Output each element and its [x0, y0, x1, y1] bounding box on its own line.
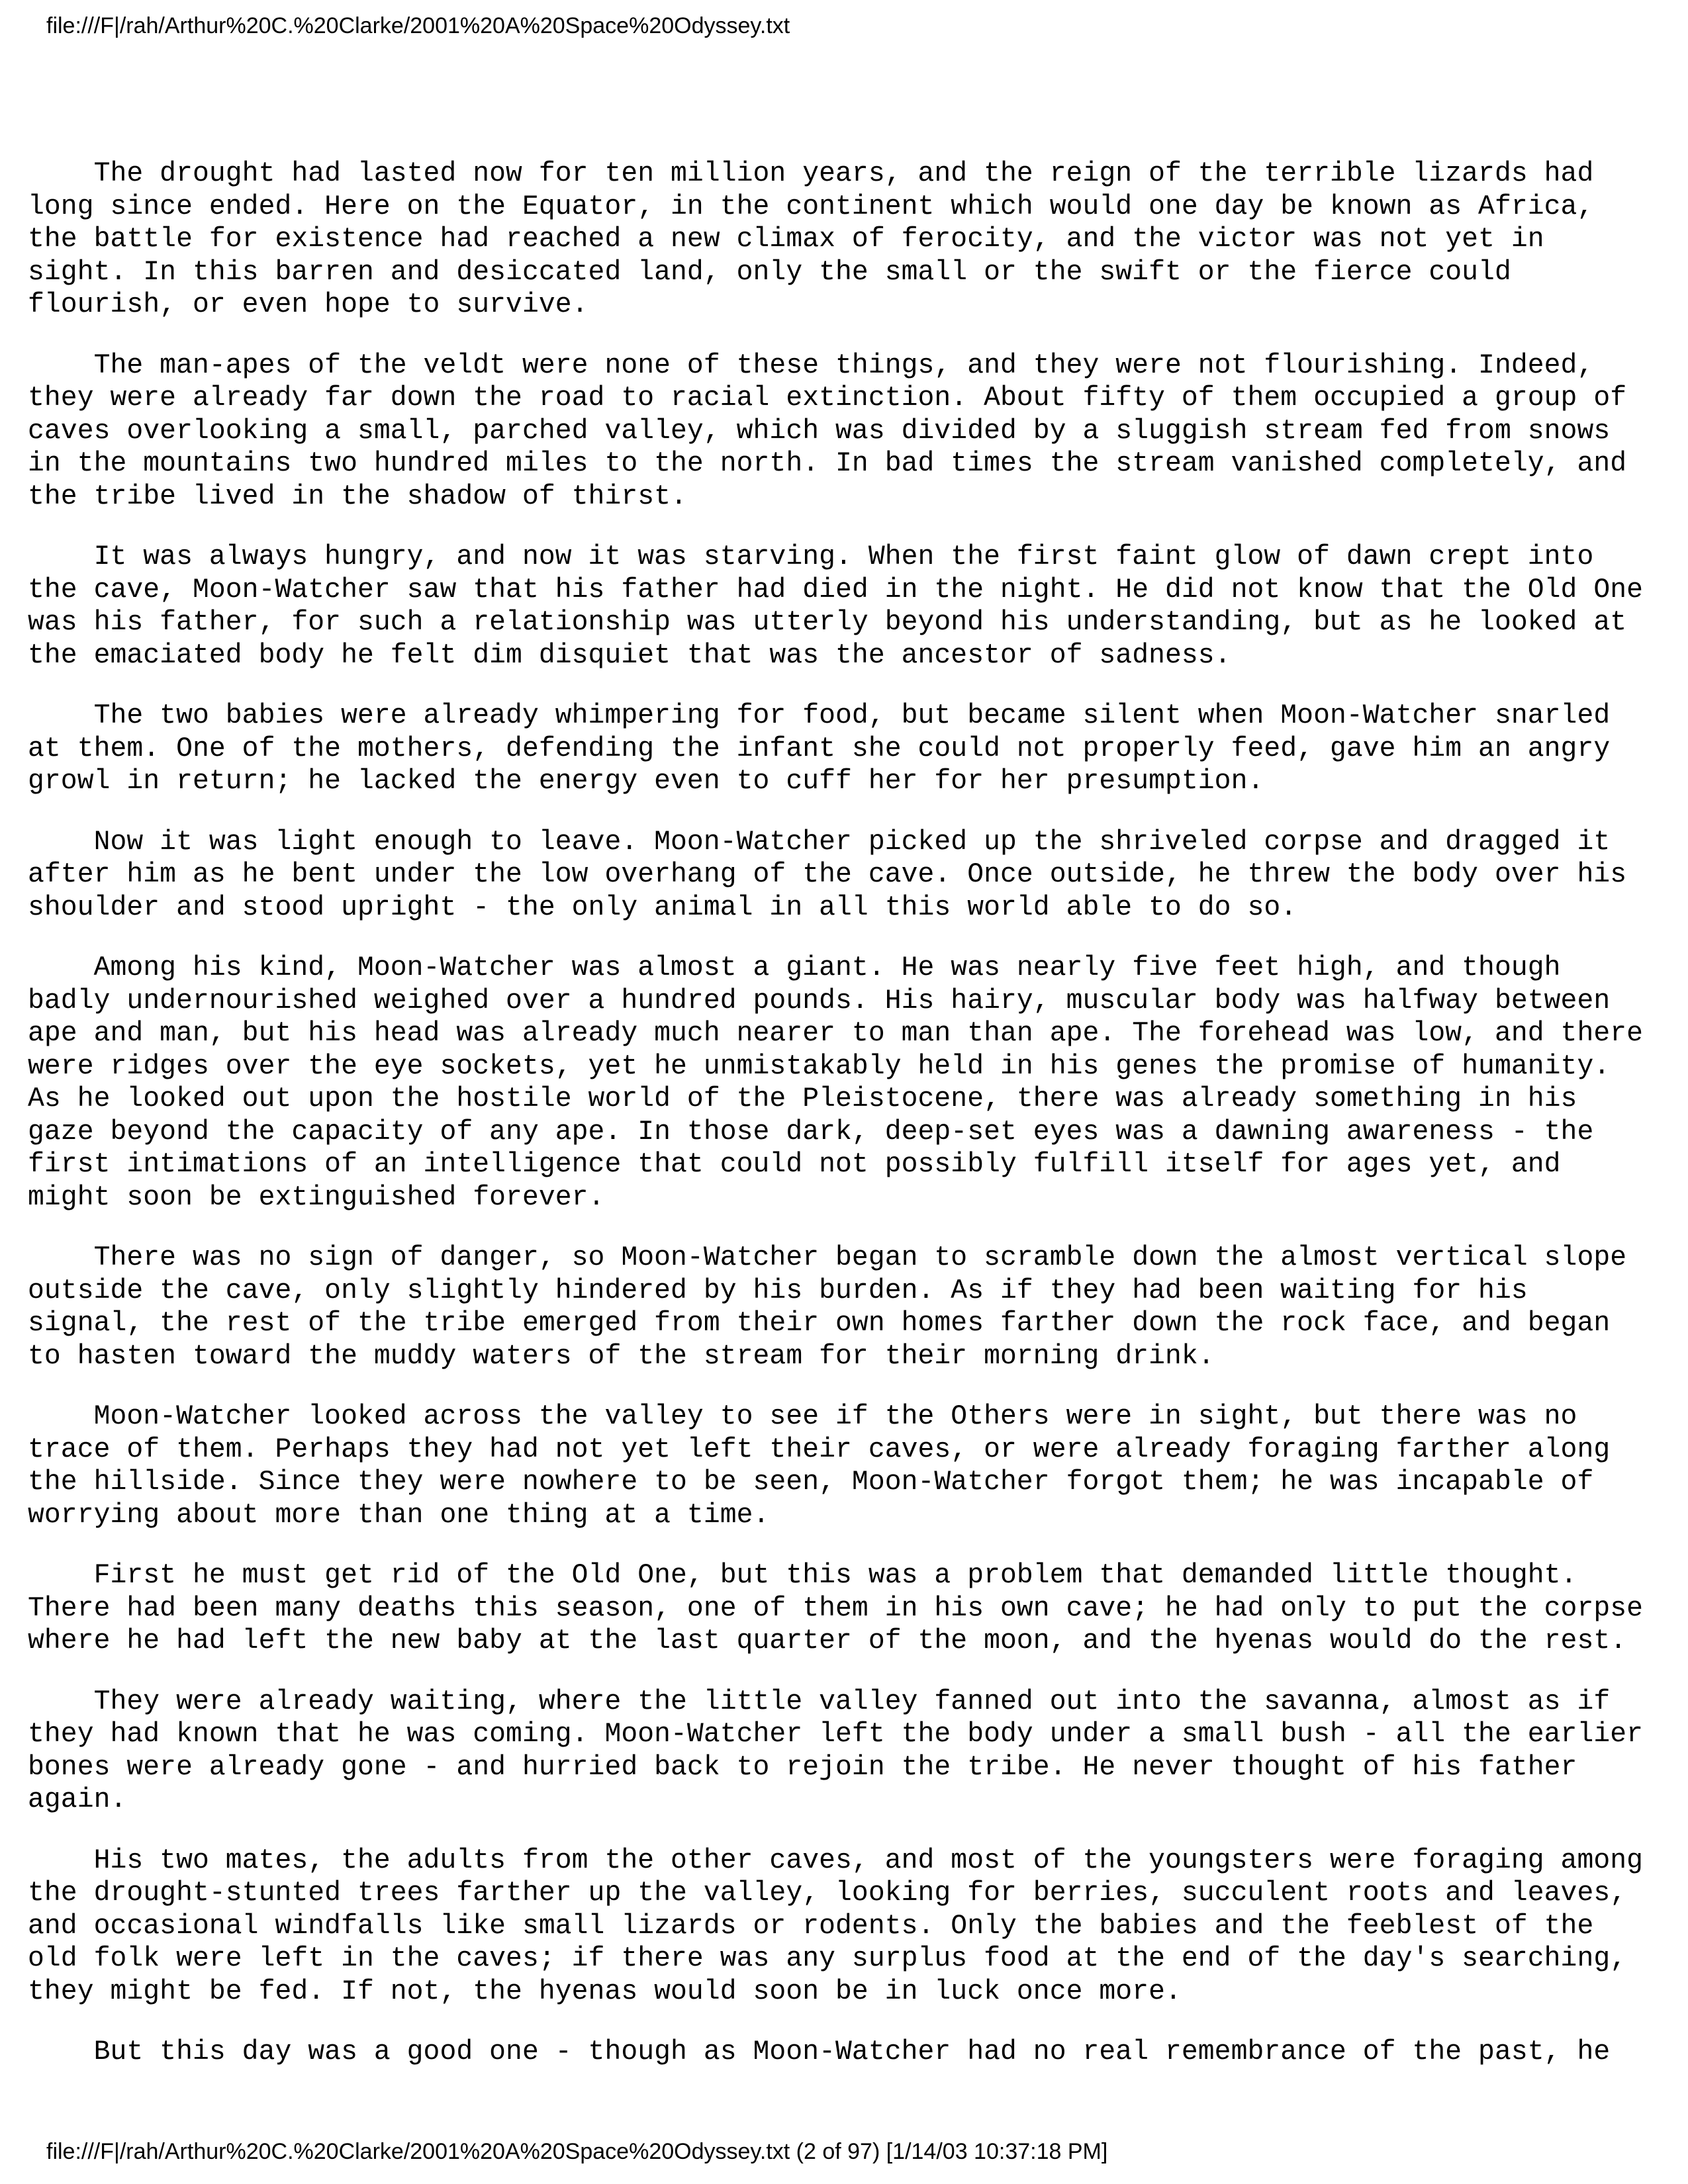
print-footer: file:///F|/rah/Arthur%20C.%20Clarke/2001%20A%20Space%20Odyssey.txt (2 of 97) [1/14/03 10:37:18 PM]	[46, 2139, 1108, 2164]
paragraph: Among his kind, Moon-Watcher was almost a giant. He was nearly five feet high, and though badly undernourished weighed over a hundred pounds. His hairy, muscular body was halfway between ape and man, but his head was already much nearer to man than ape. The forehead was low, and there were ridges over the eye sockets, yet he unmistakably held in his genes the promise of humanity. As he looked out upon the hostile world of the Pleistocene, there was already something in his gaze beyond the capacity of any ape. In those dark, deep-set eyes was a dawning awareness - the first intimations of an intelligence that could not possibly fulfill itself for ages yet, and might soon be extinguished forever.	[28, 953, 1644, 1213]
paragraph: The drought had lasted now for ten million years, and the reign of the terrible lizards had long since ended. Here on the Equator, in the continent which would one day be known as Africa, the battle for existence had reached a new climax of ferocity, and the victor was not yet in sight. In this barren and desiccated land, only the small or the swift or the fierce could flourish, or even hope to survive.	[28, 159, 1594, 320]
paragraph: They were already waiting, where the little valley fanned out into the savanna, almost as if they had known that he was coming. Moon-Watcher left the body under a small bush - all the earlier bones were already gone - and hurried back to rejoin the tribe. He never thought of his father again.	[28, 1686, 1644, 1815]
paragraph: The two babies were already whimpering for food, but became silent when Moon-Watcher snarled at them. One of the mothers, defending the infant she could not properly feed, gave him an angry growl in return; he lacked the energy even to cuff her for her presumption.	[28, 701, 1611, 797]
paragraph: But this day was a good one - though as Moon-Watcher had no real remembrance of the past, he	[28, 2037, 1611, 2068]
paragraph: Moon-Watcher looked across the valley to see if the Others were in sight, but there was no trace of them. Perhaps they had not yet left their caves, or were already foraging farther along the hillside. Since they were nowhere to be seen, Moon-Watcher forgot them; he was incapable of worrying about more than one thing at a time.	[28, 1402, 1611, 1531]
paragraph: First he must get rid of the Old One, but this was a problem that demanded little thought. There had been many deaths this season, one of them in his own cave; he had only to put the corpse where he had left the new baby at the last quarter of the moon, and the hyenas would do the rest.	[28, 1561, 1644, 1657]
paragraph: His two mates, the adults from the other caves, and most of the youngsters were foraging among the drought-stunted trees farther up the valley, looking for berries, succulent roots and leaves, and occasional windfalls like small lizards or rodents. Only the babies and the feeblest of the old folk were left in the caves; if there was any surplus food at the end of the day's searching, they might be fed. If not, the hyenas would soon be in luck once more.	[28, 1845, 1644, 2007]
paragraph: The man-apes of the veldt were none of these things, and they were not flourishing. Indeed, they were already far down the road to racial extinction. About fifty of them occupied a group of caves overlooking a small, parched valley, which was divided by a sluggish stream fed from snows in the mountains two hundred miles to the north. In bad times the stream vanished completely, and the tribe lived in the shadow of thirst.	[28, 350, 1627, 512]
paragraph: Now it was light enough to leave. Moon-Watcher picked up the shriveled corpse and dragged it after him as he bent under the low overhang of the cave. Once outside, he threw the body over his shoulder and stood upright - the only animal in all this world able to do so.	[28, 827, 1627, 923]
print-header-path: file:///F|/rah/Arthur%20C.%20Clarke/2001%20A%20Space%20Odyssey.txt	[46, 13, 790, 38]
text-body	[28, 158, 1669, 2097]
paragraph: It was always hungry, and now it was starving. When the first faint glow of dawn crept into the cave, Moon-Watcher saw that his father had died in the night. He did not know that the Old One was his father, for such a relationship was utterly beyond his understanding, but as he looked at the emaciated body he felt dim disquiet that was the ancestor of sadness.	[28, 542, 1644, 671]
paragraph: There was no sign of danger, so Moon-Watcher began to scramble down the almost vertical slope outside the cave, only slightly hindered by his burden. As if they had been waiting for his signal, the rest of the tribe emerged from their own homes farther down the rock face, and began to hasten toward the muddy waters of the stream for their morning drink.	[28, 1243, 1627, 1372]
